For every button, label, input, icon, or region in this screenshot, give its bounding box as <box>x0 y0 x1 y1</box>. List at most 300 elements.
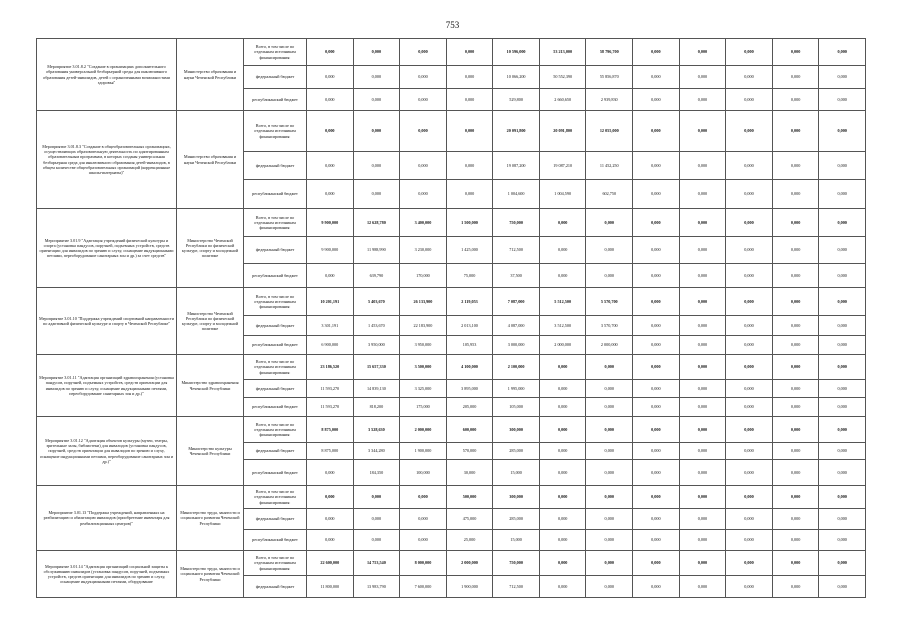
amount-cell: 570,000 <box>446 443 493 460</box>
amount-cell: 11 800,000 <box>307 576 354 598</box>
amount-cell: 0,000 <box>633 264 680 288</box>
table-row <box>37 111 866 152</box>
amount-cell: 0,000 <box>679 89 726 111</box>
amount-cell: 11 452,250 <box>586 152 633 180</box>
amount-cell: 0,000 <box>819 264 866 288</box>
amount-cell: 1 453,670 <box>353 316 400 336</box>
amount-cell: 19 087,210 <box>539 152 586 180</box>
amount-cell: 0,000 <box>633 237 680 264</box>
amount-cell: 300,000 <box>493 417 540 443</box>
amount-cell: 184,350 <box>353 460 400 486</box>
amount-cell: 0,000 <box>772 443 819 460</box>
amount-cell: 0,000 <box>633 39 680 66</box>
amount-cell: 0,000 <box>353 509 400 530</box>
amount-cell: 0,000 <box>726 336 773 355</box>
measure-name: Мероприятие 3.01.8.3 "Создание в общеобразовательных организациях, осуществляющих образовательную деятельность по адаптированным образовательным программам, в которых созданы универсальная безбарьерная среда для инклюзивного образования детей-инвалидов, в общем количестве общеобразовательных организаций (коррекционные школы-интернаты)" <box>37 111 177 209</box>
amount-cell: 0,000 <box>679 180 726 209</box>
amount-cell: 0,000 <box>679 336 726 355</box>
amount-cell: 2 939,830 <box>586 89 633 111</box>
amount-cell: 0,000 <box>819 551 866 576</box>
amount-cell: 37,500 <box>493 264 540 288</box>
amount-cell: 1 004,600 <box>493 180 540 209</box>
table-row <box>37 209 866 237</box>
funding-source-label: федеральный бюджет <box>244 380 307 398</box>
amount-cell: 0,000 <box>679 509 726 530</box>
amount-cell: 0,000 <box>772 551 819 576</box>
amount-cell: 2 013,100 <box>446 316 493 336</box>
amount-cell: 0,000 <box>819 460 866 486</box>
amount-cell: 1 004,590 <box>539 180 586 209</box>
amount-cell: 0,000 <box>400 111 447 152</box>
amount-cell: 0,000 <box>307 111 354 152</box>
amount-cell: 0,000 <box>400 509 447 530</box>
amount-cell: 9 900,000 <box>307 237 354 264</box>
amount-cell: 2 119,053 <box>446 288 493 316</box>
amount-cell: 3 895,000 <box>446 380 493 398</box>
amount-cell: 0,000 <box>726 509 773 530</box>
amount-cell: 0,000 <box>353 180 400 209</box>
amount-cell: 0,000 <box>586 417 633 443</box>
amount-cell: 0,000 <box>819 316 866 336</box>
amount-cell: 7 600,000 <box>400 576 447 598</box>
amount-cell: 0,000 <box>726 398 773 417</box>
amount-cell: 0,000 <box>819 380 866 398</box>
measure-name: Мероприятие 3.01.13 "Поддержка учреждений, направленных на реабилитацию и абилитацию инвалидов (приобретение инвентаря для реабилитационных центров)" <box>37 486 177 551</box>
funding-source-label: Всего, в том числе по отдельным источникам финансирования: <box>244 417 307 443</box>
amount-cell: 10 066,200 <box>493 66 540 89</box>
amount-cell: 0,000 <box>772 355 819 380</box>
funding-source-label: республиканский бюджет <box>244 264 307 288</box>
amount-cell: 0,000 <box>726 66 773 89</box>
amount-cell: 475,000 <box>446 509 493 530</box>
amount-cell: 0,000 <box>819 576 866 598</box>
amount-cell: 3 950,000 <box>400 336 447 355</box>
amount-cell: 0,000 <box>726 460 773 486</box>
funding-source-label: федеральный бюджет <box>244 152 307 180</box>
amount-cell: 0,000 <box>772 152 819 180</box>
amount-cell: 0,000 <box>400 152 447 180</box>
amount-cell: 0,000 <box>633 530 680 551</box>
amount-cell: 0,000 <box>726 380 773 398</box>
amount-cell: 0,000 <box>307 486 354 509</box>
amount-cell: 0,000 <box>586 398 633 417</box>
amount-cell: 0,000 <box>586 509 633 530</box>
measure-name: Мероприятие 3.01.9 "Адаптация учреждений физической культуры и спорта (установка пандусов, поручней, подъемных устройств, средств ориентации для инвалидов по зрению и слуху, оснащение индукционными петлями, переоборудование санитарных зон и др.) за счет средств" <box>37 209 177 288</box>
amount-cell: 750,000 <box>493 551 540 576</box>
amount-cell: 20 091,800 <box>539 111 586 152</box>
amount-cell: 30,000 <box>446 460 493 486</box>
amount-cell: 0,000 <box>446 39 493 66</box>
amount-cell: 0,000 <box>446 111 493 152</box>
measure-name: Мероприятие 3.01.10 "Поддержка учреждений спортивной направленности по адаптивной физической культуре и спорту в Чеченской Республике" <box>37 288 177 355</box>
funding-source-label: республиканский бюджет <box>244 460 307 486</box>
amount-cell: 0,000 <box>772 380 819 398</box>
amount-cell: 0,000 <box>633 398 680 417</box>
amount-cell: 0,000 <box>819 443 866 460</box>
amount-cell: 0,000 <box>772 89 819 111</box>
amount-cell: 0,000 <box>772 336 819 355</box>
amount-cell: 0,000 <box>539 530 586 551</box>
amount-cell: 529,800 <box>493 89 540 111</box>
amount-cell: 3 344,280 <box>353 443 400 460</box>
measure-name: Мероприятие 3.01.8.2 "Создание в организациях дополнительного образования универсальной безбарьерной среды для инклюзивного образования детей-инвалидов, детей с ограниченными возможностями здоровья" <box>37 39 177 111</box>
amount-cell: 15 657,330 <box>353 355 400 380</box>
funding-source-label: федеральный бюджет <box>244 66 307 89</box>
amount-cell: 0,000 <box>819 398 866 417</box>
amount-cell: 0,000 <box>633 209 680 237</box>
amount-cell: 3 528,630 <box>353 417 400 443</box>
amount-cell: 0,000 <box>307 152 354 180</box>
amount-cell: 0,000 <box>679 209 726 237</box>
amount-cell: 0,000 <box>772 530 819 551</box>
amount-cell: 0,000 <box>539 355 586 380</box>
amount-cell: 0,000 <box>726 264 773 288</box>
amount-cell: 3 325,000 <box>400 380 447 398</box>
amount-cell: 1 900,000 <box>446 576 493 598</box>
amount-cell: 13 983,790 <box>353 576 400 598</box>
amount-cell: 0,000 <box>586 380 633 398</box>
amount-cell: 0,000 <box>307 39 354 66</box>
table-row <box>37 355 866 380</box>
amount-cell: 0,000 <box>586 264 633 288</box>
amount-cell: 0,000 <box>633 417 680 443</box>
amount-cell: 3 230,000 <box>400 237 447 264</box>
amount-cell: 53 213,000 <box>539 39 586 66</box>
amount-cell: 0,000 <box>633 355 680 380</box>
funding-source-label: федеральный бюджет <box>244 237 307 264</box>
amount-cell: 0,000 <box>726 111 773 152</box>
amount-cell: 0,000 <box>819 152 866 180</box>
responsible-executor: Министерство Чеченской Республики по физической культуре, спорту и молодежной политике <box>177 288 244 355</box>
amount-cell: 0,000 <box>772 111 819 152</box>
amount-cell: 1 425,000 <box>446 237 493 264</box>
amount-cell: 600,000 <box>446 417 493 443</box>
amount-cell: 0,000 <box>633 111 680 152</box>
amount-cell: 1 995,000 <box>493 380 540 398</box>
amount-cell: 0,000 <box>307 66 354 89</box>
amount-cell: 0,000 <box>726 355 773 380</box>
amount-cell: 2 100,000 <box>493 355 540 380</box>
amount-cell: 0,000 <box>586 530 633 551</box>
amount-cell: 0,000 <box>446 89 493 111</box>
amount-cell: 0,000 <box>539 460 586 486</box>
amount-cell: 0,000 <box>772 460 819 486</box>
amount-cell: 2 000,000 <box>446 551 493 576</box>
amount-cell: 0,000 <box>353 152 400 180</box>
amount-cell: 0,000 <box>772 509 819 530</box>
amount-cell: 0,000 <box>726 39 773 66</box>
funding-source-label: федеральный бюджет <box>244 316 307 336</box>
amount-cell: 0,000 <box>679 355 726 380</box>
amount-cell: 0,000 <box>586 486 633 509</box>
amount-cell: 0,000 <box>819 180 866 209</box>
amount-cell: 0,000 <box>586 237 633 264</box>
amount-cell: 0,000 <box>726 417 773 443</box>
amount-cell: 0,000 <box>772 237 819 264</box>
responsible-executor: Министерство образования и науки Чеченской Республики <box>177 111 244 209</box>
amount-cell: 12 055,000 <box>586 111 633 152</box>
funding-source-label: федеральный бюджет <box>244 576 307 598</box>
amount-cell: 26 133,900 <box>400 288 447 316</box>
amount-cell: 0,000 <box>679 443 726 460</box>
amount-cell: 285,000 <box>493 443 540 460</box>
amount-cell: 4 100,000 <box>446 355 493 380</box>
amount-cell: 639,790 <box>353 264 400 288</box>
funding-source-label: республиканский бюджет <box>244 180 307 209</box>
amount-cell: 0,000 <box>819 237 866 264</box>
amount-cell: 0,000 <box>679 152 726 180</box>
amount-cell: 0,000 <box>539 576 586 598</box>
amount-cell: 0,000 <box>772 486 819 509</box>
amount-cell: 4 087,000 <box>493 316 540 336</box>
amount-cell: 712,500 <box>493 576 540 598</box>
amount-cell: 0,000 <box>772 417 819 443</box>
amount-cell: 3 500,000 <box>400 355 447 380</box>
amount-cell: 105,953 <box>446 336 493 355</box>
amount-cell: 0,000 <box>633 66 680 89</box>
amount-cell: 0,000 <box>633 316 680 336</box>
amount-cell: 0,000 <box>819 417 866 443</box>
amount-cell: 0,000 <box>679 530 726 551</box>
responsible-executor: Министерство культуры Чеченской Республики <box>177 417 244 486</box>
amount-cell: 0,000 <box>772 39 819 66</box>
amount-cell: 0,000 <box>539 380 586 398</box>
amount-cell: 175,000 <box>400 398 447 417</box>
amount-cell: 0,000 <box>633 509 680 530</box>
amount-cell: 170,000 <box>400 264 447 288</box>
amount-cell: 14 753,540 <box>353 551 400 576</box>
funding-source-label: республиканский бюджет <box>244 336 307 355</box>
amount-cell: 0,000 <box>679 39 726 66</box>
amount-cell: 0,000 <box>772 180 819 209</box>
amount-cell: 8 875,000 <box>307 443 354 460</box>
funding-source-label: Всего, в том числе по отдельным источникам финансирования: <box>244 355 307 380</box>
amount-cell: 300,000 <box>493 486 540 509</box>
amount-cell: 10 596,000 <box>493 39 540 66</box>
funding-source-label: Всего, в том числе по отдельным источникам финансирования: <box>244 551 307 576</box>
amount-cell: 818,200 <box>353 398 400 417</box>
amount-cell: 0,000 <box>353 530 400 551</box>
amount-cell: 1 500,000 <box>446 209 493 237</box>
amount-cell: 0,000 <box>819 66 866 89</box>
amount-cell: 3 512,500 <box>539 316 586 336</box>
amount-cell: 0,000 <box>679 66 726 89</box>
amount-cell: 0,000 <box>539 209 586 237</box>
amount-cell: 0,000 <box>633 180 680 209</box>
amount-cell: 15,000 <box>493 530 540 551</box>
amount-cell: 0,000 <box>819 89 866 111</box>
table-row <box>37 486 866 509</box>
amount-cell: 0,000 <box>400 486 447 509</box>
amount-cell: 0,000 <box>726 209 773 237</box>
amount-cell: 0,000 <box>633 288 680 316</box>
amount-cell: 285,000 <box>493 509 540 530</box>
amount-cell: 7 087,000 <box>493 288 540 316</box>
amount-cell: 0,000 <box>819 509 866 530</box>
amount-cell: 100,000 <box>400 460 447 486</box>
amount-cell: 0,000 <box>633 551 680 576</box>
responsible-executor: Министерство образования и науки Чеченской Республики <box>177 39 244 111</box>
funding-source-label: федеральный бюджет <box>244 509 307 530</box>
table-row <box>37 417 866 443</box>
amount-cell: 0,000 <box>772 66 819 89</box>
amount-cell: 0,000 <box>633 576 680 598</box>
amount-cell: 0,000 <box>819 39 866 66</box>
amount-cell: 50 552,390 <box>539 66 586 89</box>
table-row <box>37 551 866 576</box>
amount-cell: 0,000 <box>726 89 773 111</box>
amount-cell: 2 000,000 <box>586 336 633 355</box>
amount-cell: 0,000 <box>726 551 773 576</box>
amount-cell: 0,000 <box>726 288 773 316</box>
amount-cell: 0,000 <box>446 180 493 209</box>
amount-cell: 0,000 <box>819 486 866 509</box>
amount-cell: 0,000 <box>679 398 726 417</box>
amount-cell: 0,000 <box>679 551 726 576</box>
amount-cell: 10 201,191 <box>307 288 354 316</box>
amount-cell: 14 839,130 <box>353 380 400 398</box>
funding-source-label: Всего, в том числе по отдельным источникам финансирования: <box>244 39 307 66</box>
amount-cell: 0,000 <box>633 152 680 180</box>
amount-cell: 8 000,000 <box>400 551 447 576</box>
amount-cell: 11 593,270 <box>307 380 354 398</box>
amount-cell: 0,000 <box>633 443 680 460</box>
amount-cell: 2 660,650 <box>539 89 586 111</box>
amount-cell: 602,750 <box>586 180 633 209</box>
amount-cell: 0,000 <box>772 576 819 598</box>
amount-cell: 8 875,000 <box>307 417 354 443</box>
amount-cell: 0,000 <box>539 486 586 509</box>
amount-cell: 22 183,900 <box>400 316 447 336</box>
amount-cell: 0,000 <box>446 66 493 89</box>
amount-cell: 0,000 <box>679 460 726 486</box>
measure-name: Мероприятие 3.01.14 "Адаптация организаций социальной защиты к обслуживанию инвалидов (установка пандусов, поручней, подъемных устройств, средств ориентации для инвалидов по зрению и слуху, оснащение индукционными петлями, оборудование <box>37 551 177 598</box>
amount-cell: 0,000 <box>539 551 586 576</box>
funding-source-label: республиканский бюджет <box>244 398 307 417</box>
amount-cell: 0,000 <box>539 417 586 443</box>
responsible-executor: Министерство труда, занятости и социального развития Чеченской Республики <box>177 551 244 598</box>
amount-cell: 0,000 <box>353 486 400 509</box>
amount-cell: 15,000 <box>493 460 540 486</box>
amount-cell: 0,000 <box>679 417 726 443</box>
amount-cell: 500,000 <box>446 486 493 509</box>
amount-cell: 0,000 <box>539 509 586 530</box>
amount-cell: 0,000 <box>307 530 354 551</box>
amount-cell: 0,000 <box>679 576 726 598</box>
amount-cell: 0,000 <box>400 180 447 209</box>
amount-cell: 0,000 <box>772 264 819 288</box>
amount-cell: 2 000,000 <box>400 417 447 443</box>
amount-cell: 105,000 <box>493 398 540 417</box>
amount-cell: 0,000 <box>539 443 586 460</box>
amount-cell: 0,000 <box>819 288 866 316</box>
amount-cell: 5 403,670 <box>353 288 400 316</box>
funding-source-label: республиканский бюджет <box>244 89 307 111</box>
amount-cell: 3 301,191 <box>307 316 354 336</box>
amount-cell: 0,000 <box>307 180 354 209</box>
amount-cell: 0,000 <box>726 486 773 509</box>
amount-cell: 0,000 <box>539 237 586 264</box>
amount-cell: 5 512,500 <box>539 288 586 316</box>
page-number: 753 <box>445 20 460 30</box>
amount-cell: 0,000 <box>400 89 447 111</box>
amount-cell: 0,000 <box>679 237 726 264</box>
amount-cell: 0,000 <box>446 152 493 180</box>
amount-cell: 3 950,000 <box>353 336 400 355</box>
amount-cell: 25,000 <box>446 530 493 551</box>
amount-cell: 0,000 <box>353 89 400 111</box>
amount-cell: 12 628,780 <box>353 209 400 237</box>
amount-cell: 0,000 <box>633 380 680 398</box>
amount-cell: 0,000 <box>400 39 447 66</box>
amount-cell: 0,000 <box>307 509 354 530</box>
amount-cell: 0,000 <box>539 264 586 288</box>
budget-table <box>36 38 866 598</box>
amount-cell: 0,000 <box>726 576 773 598</box>
amount-cell: 55 856,870 <box>586 66 633 89</box>
responsible-executor: Министерство Чеченской Республики по физической культуре, спорту и молодежной политике <box>177 209 244 288</box>
funding-source-label: Всего, в том числе по отдельным источникам финансирования: <box>244 486 307 509</box>
amount-cell: 0,000 <box>633 336 680 355</box>
amount-cell: 0,000 <box>772 288 819 316</box>
amount-cell: 0,000 <box>679 288 726 316</box>
measure-name: Мероприятие 3.01.11 "Адаптация организаций здравоохранения (установка пандусов, поручней, подъемных устройств, средств ориентации для инвалидов по зрению и слуху, оснащение индукционными петлями, переоборудование санитарных зон и др.)" <box>37 355 177 417</box>
amount-cell: 9 900,000 <box>307 209 354 237</box>
amount-cell: 5 570,700 <box>586 288 633 316</box>
amount-cell: 0,000 <box>586 209 633 237</box>
amount-cell: 0,000 <box>539 398 586 417</box>
amount-cell: 0,000 <box>353 111 400 152</box>
amount-cell: 0,000 <box>307 264 354 288</box>
funding-source-label: Всего, в том числе по отдельным источникам финансирования: <box>244 111 307 152</box>
amount-cell: 0,000 <box>819 355 866 380</box>
amount-cell: 58 796,700 <box>586 39 633 66</box>
amount-cell: 0,000 <box>307 460 354 486</box>
amount-cell: 23 186,520 <box>307 355 354 380</box>
amount-cell: 0,000 <box>586 551 633 576</box>
amount-cell: 750,000 <box>493 209 540 237</box>
amount-cell: 0,000 <box>726 152 773 180</box>
amount-cell: 22 600,000 <box>307 551 354 576</box>
amount-cell: 0,000 <box>400 66 447 89</box>
amount-cell: 0,000 <box>726 180 773 209</box>
amount-cell: 3 570,700 <box>586 316 633 336</box>
amount-cell: 1 900,000 <box>400 443 447 460</box>
amount-cell: 0,000 <box>819 209 866 237</box>
amount-cell: 0,000 <box>633 486 680 509</box>
funding-source-label: Всего, в том числе по отдельным источникам финансирования: <box>244 288 307 316</box>
amount-cell: 0,000 <box>633 89 680 111</box>
amount-cell: 0,000 <box>679 486 726 509</box>
amount-cell: 0,000 <box>819 111 866 152</box>
amount-cell: 712,500 <box>493 237 540 264</box>
amount-cell: 0,000 <box>586 460 633 486</box>
amount-cell: 0,000 <box>679 316 726 336</box>
amount-cell: 0,000 <box>772 316 819 336</box>
amount-cell: 0,000 <box>772 398 819 417</box>
measure-name: Мероприятие 3.01.12 "Адаптация объектов культуры (музеи, театры, зрительные залы, библиотеки) для инвалидов (установка пандусов, поручней, средств ориентации для инвалидов по зрению и слуху, оснащение индукционными петлями, переоборудование санитарных зон и др.)" <box>37 417 177 486</box>
amount-cell: 20 091,800 <box>493 111 540 152</box>
amount-cell: 0,000 <box>679 264 726 288</box>
amount-cell: 6 900,000 <box>307 336 354 355</box>
amount-cell: 0,000 <box>586 355 633 380</box>
responsible-executor: Министерство здравоохранения Чеченской Республики <box>177 355 244 417</box>
responsible-executor: Министерство труда, занятости и социального развития Чеченской Республики <box>177 486 244 551</box>
amount-cell: 0,000 <box>307 89 354 111</box>
amount-cell: 0,000 <box>726 237 773 264</box>
amount-cell: 0,000 <box>726 530 773 551</box>
amount-cell: 0,000 <box>679 380 726 398</box>
